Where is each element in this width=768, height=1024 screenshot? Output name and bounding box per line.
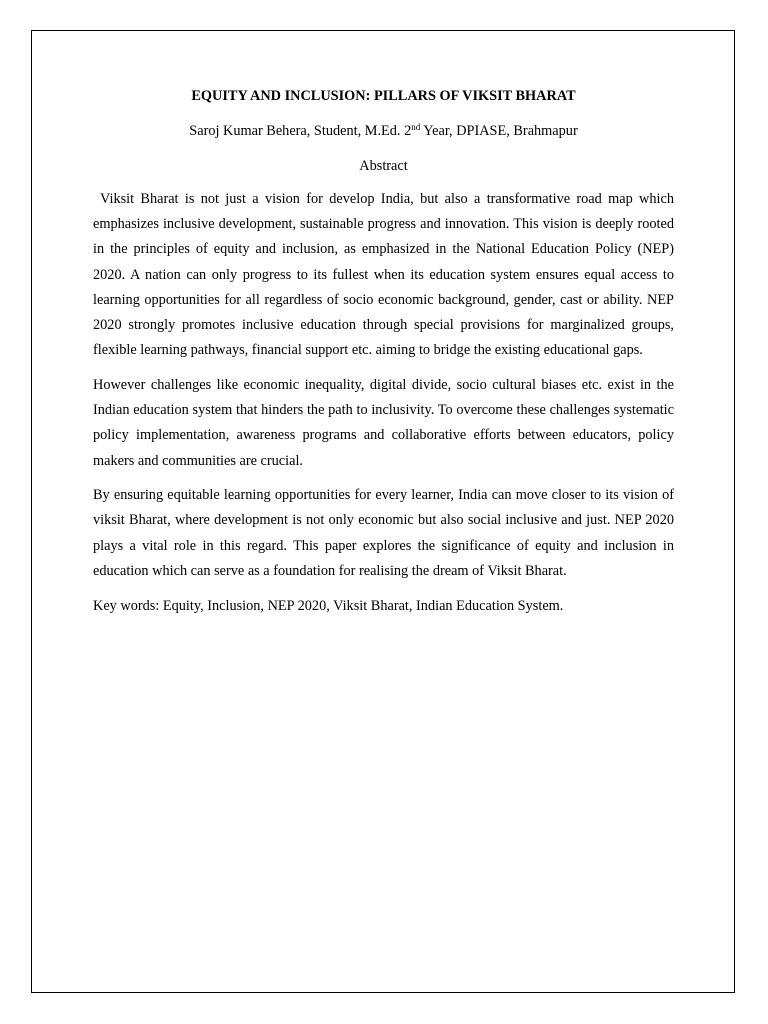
keywords-line: Key words: Equity, Inclusion, NEP 2020, Viksit Bharat, Indian Education System. (93, 598, 564, 615)
abstract-paragraph-3: By ensuring equitable learning opportunities for every learner, India can move closer to its vision of viksit Bharat, where development is not only economic but also social inclusive and just. NEP 2020 plays a vital role in this regard. This paper explores the significance of equity and inclusion in education which can serve as a foundation for realising the dream of Viksit Bharat. (93, 487, 674, 579)
author-affiliation: Year, DPIASE, Brahmapur (420, 123, 578, 139)
author-line (93, 121, 674, 141)
author-text: Saroj Kumar Behera, Student, M.Ed. 2 (189, 123, 412, 139)
abstract-heading: Abstract (359, 158, 408, 174)
paper-title: EQUITY AND INCLUSION: PILLARS OF VIKSIT BHARAT (191, 88, 576, 104)
abstract-paragraph-2: However challenges like economic inequality, digital divide, socio cultural biases etc. exist in the Indian education system that hinders the path to inclusivity. To overcome these challenges systematic policy implementation, awareness programs and collaborative efforts between educators, policy makers and communities are crucial. (93, 376, 674, 469)
paper-content (93, 86, 674, 619)
ordinal-superscript: nd (411, 122, 421, 132)
abstract-paragraph-1: Viksit Bharat is not just a vision for develop India, but also a transformative road map which emphasizes inclusive development, sustainable progress and innovation. This vision is deeply rooted in the principles of equity and inclusion, as emphasized in the National Education Policy (NEP) 2020. A nation can only progress to its fullest when its education system ensures equal access to learning opportunities for all regardless of socio economic background, gender, cast or ability. NEP 2020 strongly promotes inclusive education through special provisions for marginalized groups, flexible learning pathways, financial support etc. aiming to bridge the existing educational gaps. (93, 191, 674, 359)
